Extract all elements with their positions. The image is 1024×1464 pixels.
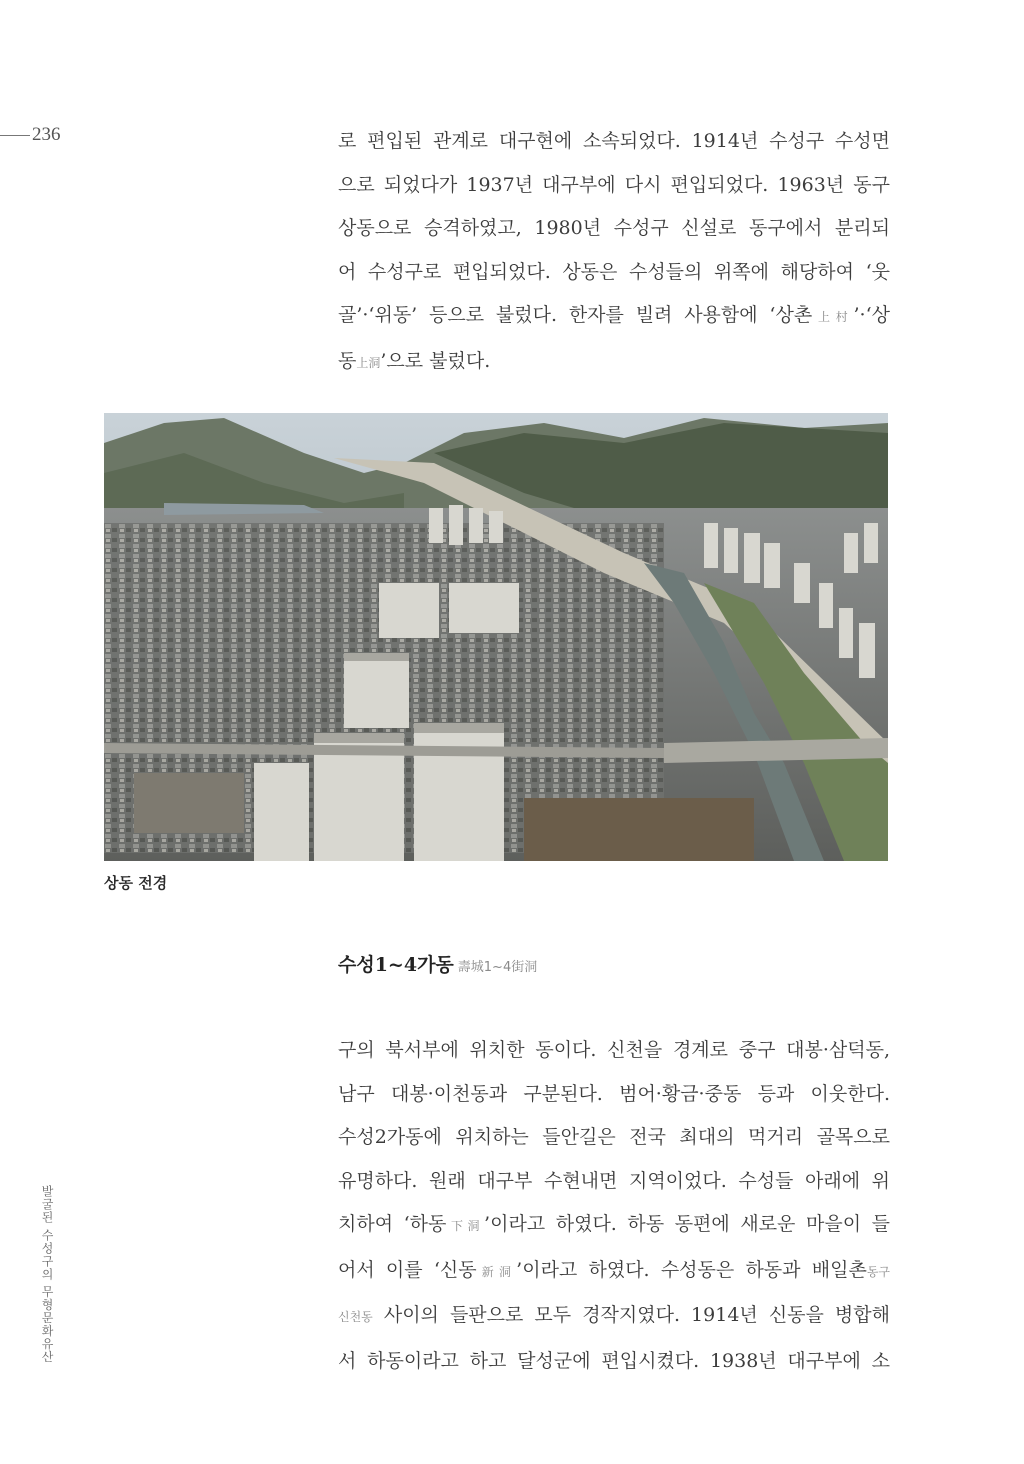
paragraph-1-line [338, 294, 890, 340]
paragraph-1-line: 으로 되었다가 1937년 대구부에 다시 편입되었다. 1963년 동구 [338, 173, 890, 196]
paragraph-2-line: 서 하동이라고 하고 달성군에 편입시켰다. 1938년 대구부에 소 [338, 1349, 890, 1372]
hanja-annotation: 新洞 [476, 1264, 517, 1279]
line-text: ’·‘상 [853, 304, 890, 326]
page-number-text: 236 [32, 124, 61, 145]
hanja-annotation: 上洞 [356, 355, 381, 370]
aerial-photo-sangdong [104, 413, 888, 861]
paragraph-2-line [338, 1249, 890, 1295]
location-note: 신천동 [338, 1310, 373, 1324]
paragraph-2-line: 구의 북서부에 위치한 동이다. 신천을 경계로 중구 대봉·삼덕동, [338, 1039, 890, 1061]
line-text: 골’·‘위동’ 등으로 불렀다. 한자를 빌려 사용함에 ‘상촌 [338, 304, 813, 326]
hanja-annotation: 下洞 [446, 1219, 485, 1233]
page-number [0, 124, 61, 146]
location-note: 동구 [866, 1264, 890, 1279]
paragraph-1-line: 상동으로 승격하였고, 1980년 수성구 신설로 동구에서 분리되 [338, 217, 890, 239]
side-running-title: 발굴된 수성구의 무형문화유산 [40, 1185, 54, 1364]
paragraph-2-line: 유명하다. 원래 대구부 수현내면 지역이었다. 수성들 아래에 위 [338, 1169, 890, 1192]
hanja-annotation: 上村 [812, 310, 854, 324]
paragraph-2-line: 수성2가동에 위치하는 들안길은 전국 최대의 먹거리 골목으로 [338, 1126, 890, 1148]
paragraph-1-line: 로 편입된 관계로 대구현에 소속되었다. 1914년 수성구 수성면 [338, 130, 890, 152]
photo-caption: 상동 전경 [104, 874, 168, 892]
section-title-hanja: 壽城1~4街洞 [457, 960, 538, 975]
paragraph-1 [338, 120, 890, 385]
page-number-rule [0, 135, 30, 136]
line-text: 어서 이를 ‘신동 [338, 1258, 477, 1281]
paragraph-2-line [338, 1294, 890, 1340]
line-text: 사이의 들판으로 모두 경작지였다. 1914년 신동을 병합해 [372, 1304, 890, 1326]
line-text: 치하여 ‘하동 [338, 1213, 447, 1235]
paragraph-2-line: 남구 대봉·이천동과 구분된다. 범어·황금·중동 등과 이웃한다. [338, 1082, 890, 1105]
line-text: ’으로 불렀다. [380, 349, 491, 372]
paragraph-2 [338, 1029, 890, 1383]
section-title [338, 950, 537, 977]
section-title-text: 수성1~4가동 [338, 954, 454, 976]
paragraph-2-line [338, 1203, 890, 1249]
aerial-photo-illustration [104, 413, 888, 861]
line-text: 동 [338, 349, 357, 372]
paragraph-1-line: 어 수성구로 편입되었다. 상동은 수성들의 위쪽에 해당하여 ‘웃 [338, 260, 890, 283]
line-text: ’이라고 하였다. 수성동은 하동과 배일촌 [516, 1258, 867, 1281]
paragraph-1-line [338, 340, 890, 386]
line-text: ’이라고 하였다. 하동 동편에 새로운 마을이 들 [484, 1213, 890, 1235]
